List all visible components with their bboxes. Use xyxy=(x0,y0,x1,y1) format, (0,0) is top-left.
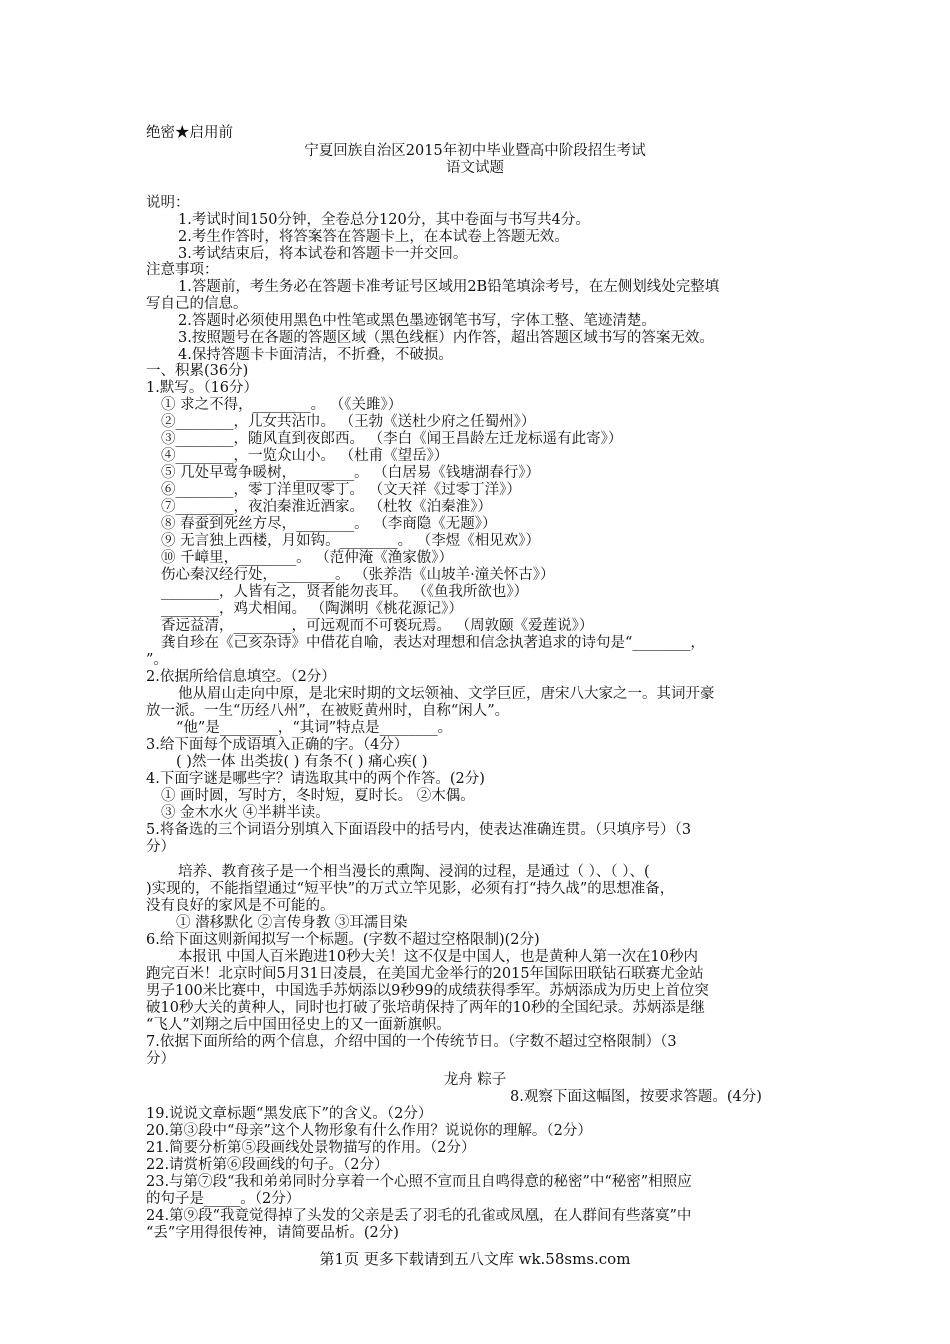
text-line: 没有良好的家风是不可能的。 xyxy=(146,898,335,914)
text-line: 3.按照题号在各题的答题区域（黑色线框）内作答，超出答题区域书写的答案无效。 xyxy=(178,330,714,346)
text-line: 注意事项： xyxy=(146,262,219,278)
text-line: 2.答题时必须使用黑色中性笔或黑色墨迹钢笔书写，字体工整、笔迹清楚。 xyxy=(178,313,656,329)
text-line: ⑤ 几处早莺争暖树，________。 （白居易《钱塘湖春行》） xyxy=(161,465,540,481)
exam-title: 宁夏回族自治区2015年初中毕业暨高中阶段招生考试 xyxy=(304,143,646,159)
text-line: “丢”字用得很传神，请简要品析。(2分) xyxy=(146,1225,399,1241)
text-line: 他从眉山走向中原，是北宋时期的文坛领袖、文学巨匠，唐宋八大家之一。其词开豪 xyxy=(178,686,715,702)
text-line: 跑完百米！北京时间5月31日凌晨，在美国尤金举行的2015年国际田联钻石联赛尤金站 xyxy=(146,966,704,982)
text-line: 破10秒大关的黄种人，同时也打破了张培萌保持了两年的10秒的全国纪录。苏炳添是继 xyxy=(146,1000,705,1016)
question-heading: 2.依据所给信息填空。（2分） xyxy=(146,669,336,685)
text-line: 4.保持答题卡卡面清洁，不折叠，不破损。 xyxy=(178,347,453,363)
text-line: ⑥________，零丁洋里叹零丁。 （文天祥《过零丁洋》） xyxy=(161,482,521,498)
text-line: ⑩ 千嶂里，________。 （范仲淹《渔家傲》） xyxy=(161,550,453,566)
text-line: 伤心秦汉经行处，________。 （张养浩《山坡羊·潼关怀古》） xyxy=(161,567,555,583)
question-heading: 22.请赏析第⑥段画线的句子。（2分） xyxy=(146,1157,389,1173)
section-heading: 一、积累(36分) xyxy=(146,363,249,379)
page-footer: 第1页 更多下载请到五八文库 wk.58sms.com xyxy=(319,1250,631,1268)
question-heading: 24.第⑨段“我竟觉得掉了头发的父亲是丢了羽毛的孔雀或凤凰，在人群间有些落寞”中 xyxy=(146,1208,692,1224)
text-line: ”。 xyxy=(146,652,168,668)
question-heading: 4.下面字谜是哪些字？请选取其中的两个作答。(2分) xyxy=(146,771,485,787)
text-line: ②________，儿女共沾巾。 （王勃《送杜少府之任蜀州》） xyxy=(161,414,536,430)
text-line: 男子100米比赛中，中国选手苏炳添以9秒99的成绩获得季军。苏炳添成为历史上首位突 xyxy=(146,983,709,999)
text-line: ① 求之不得，________。 （《关雎》） xyxy=(161,397,403,413)
question-heading: 23.与第⑦段“我和弟弟同时分享着一个心照不宣而且自鸣得意的秘密”中“秘密”相照应 xyxy=(146,1174,692,1190)
text-line: ________，鸡犬相闻。 （陶渊明《桃花源记》） xyxy=(161,601,463,617)
question-heading: 20.第③段中“母亲”这个人物形象有什么作用？说说你的理解。（2分） xyxy=(146,1123,592,1139)
text-line: 2.考生作答时，将答案答在答题卡上，在本试卷上答题无效。 xyxy=(178,229,569,245)
question-heading: 21.简要分析第⑤段画线处景物描写的作用。（2分） xyxy=(146,1140,476,1156)
text-line: 1.答题前，考生务必在答题卡准考证号区域用2B铅笔填涂考号，在左侧划线处完整填 xyxy=(178,279,720,295)
text-line: 培养、教育孩子是一个相当漫长的熏陶、浸润的过程，是通过（ ）、（ ）、( xyxy=(178,864,650,880)
text-line: 写自己的信息。 xyxy=(146,296,248,312)
text-line: ③________，随风直到夜郎西。 （李白《闻王昌龄左迁龙标遥有此寄》） xyxy=(161,431,623,447)
text-line: 说明： xyxy=(146,195,190,211)
text-line: ④________，一览众山小。 （杜甫《望岳》） xyxy=(161,448,449,464)
text-line: ⑧ 春蚕到死丝方尽，________。 （李商隐《无题》） xyxy=(161,516,497,532)
text-line: 香远益清，________，可远观而不可亵玩焉。 （周敦颐《爱莲说》） xyxy=(161,618,594,634)
question-heading: 19.说说文章标题“黑发底下”的含义。（2分） xyxy=(146,1106,433,1122)
question-heading: 6.给下面这则新闻拟写一个标题。(字数不超过空格限制)(2分) xyxy=(146,932,540,948)
text-line: ⑨ 无言独上西楼，月如钩。________。 （李煜《相见欢》） xyxy=(161,533,540,549)
text-line: 放一派。一生“历经八州”，在被贬黄州时，自称“闲人”。 xyxy=(146,703,510,719)
text-line: ③ 金木水火 ④半耕半读。 xyxy=(161,805,330,821)
text-line: 龙舟 粽子 xyxy=(443,1072,507,1088)
question-heading: 1.默写。（16分） xyxy=(146,380,259,396)
text-line: 本报讯 中国人百米跑进10秒大关！这不仅是中国人，也是黄种人第一次在10秒内 xyxy=(178,949,699,965)
text-line: 的句子是_____。（2分） xyxy=(146,1191,301,1207)
text-line: “他”是________，“其词”特点是________。 xyxy=(176,720,453,736)
text-line: ① 画时圆，写时方，冬时短，夏时长。 ②木偶。 xyxy=(161,788,475,804)
question-heading: 8.观察下面这幅图，按要求答题。(4分) xyxy=(510,1089,762,1105)
text-line: ( )然一体 出类拔( ) 有条不( ) 痛心疾( ) xyxy=(176,754,428,770)
text-line: 龚自珍在《己亥杂诗》中借花自喻，表达对理想和信念执著追求的诗句是“________， xyxy=(161,635,705,651)
text-line: “飞人”刘翔之后中国田径史上的又一面新旗帜。 xyxy=(146,1017,451,1033)
secret-label: 绝密★启用前 xyxy=(146,125,233,141)
exam-subtitle: 语文试题 xyxy=(446,160,504,176)
text-line: 1.考试时间150分钟，全卷总分120分，其中卷面与书写共4分。 xyxy=(178,212,590,228)
question-heading: 5.将备选的三个词语分别填入下面语段中的括号内，使表达准确连贯。（只填序号）（3 xyxy=(146,822,692,838)
question-heading: 3.给下面每个成语填入正确的字。（4分） xyxy=(146,737,409,753)
text-line: ⑦________，夜泊秦淮近酒家。 （杜牧《泊秦淮》） xyxy=(161,499,492,515)
text-line: 分） xyxy=(146,839,175,855)
question-heading: 7.依据下面所给的两个信息，介绍中国的一个传统节日。（字数不超过空格限制）（3 xyxy=(146,1034,677,1050)
text-line: 3.考试结束后，将本试卷和答题卡一并交回。 xyxy=(178,246,468,262)
text-line: )实现的，不能指望通过“短平快”的万式立竿见影，必须有打“持久战”的思想准备， xyxy=(146,881,675,897)
text-line: ① 潜移默化 ②言传身教 ③耳濡目染 xyxy=(176,915,408,931)
text-line: 分） xyxy=(146,1051,175,1067)
text-line: ________，人皆有之，贤者能勿丧耳。 （《鱼我所欲也》） xyxy=(161,584,529,600)
